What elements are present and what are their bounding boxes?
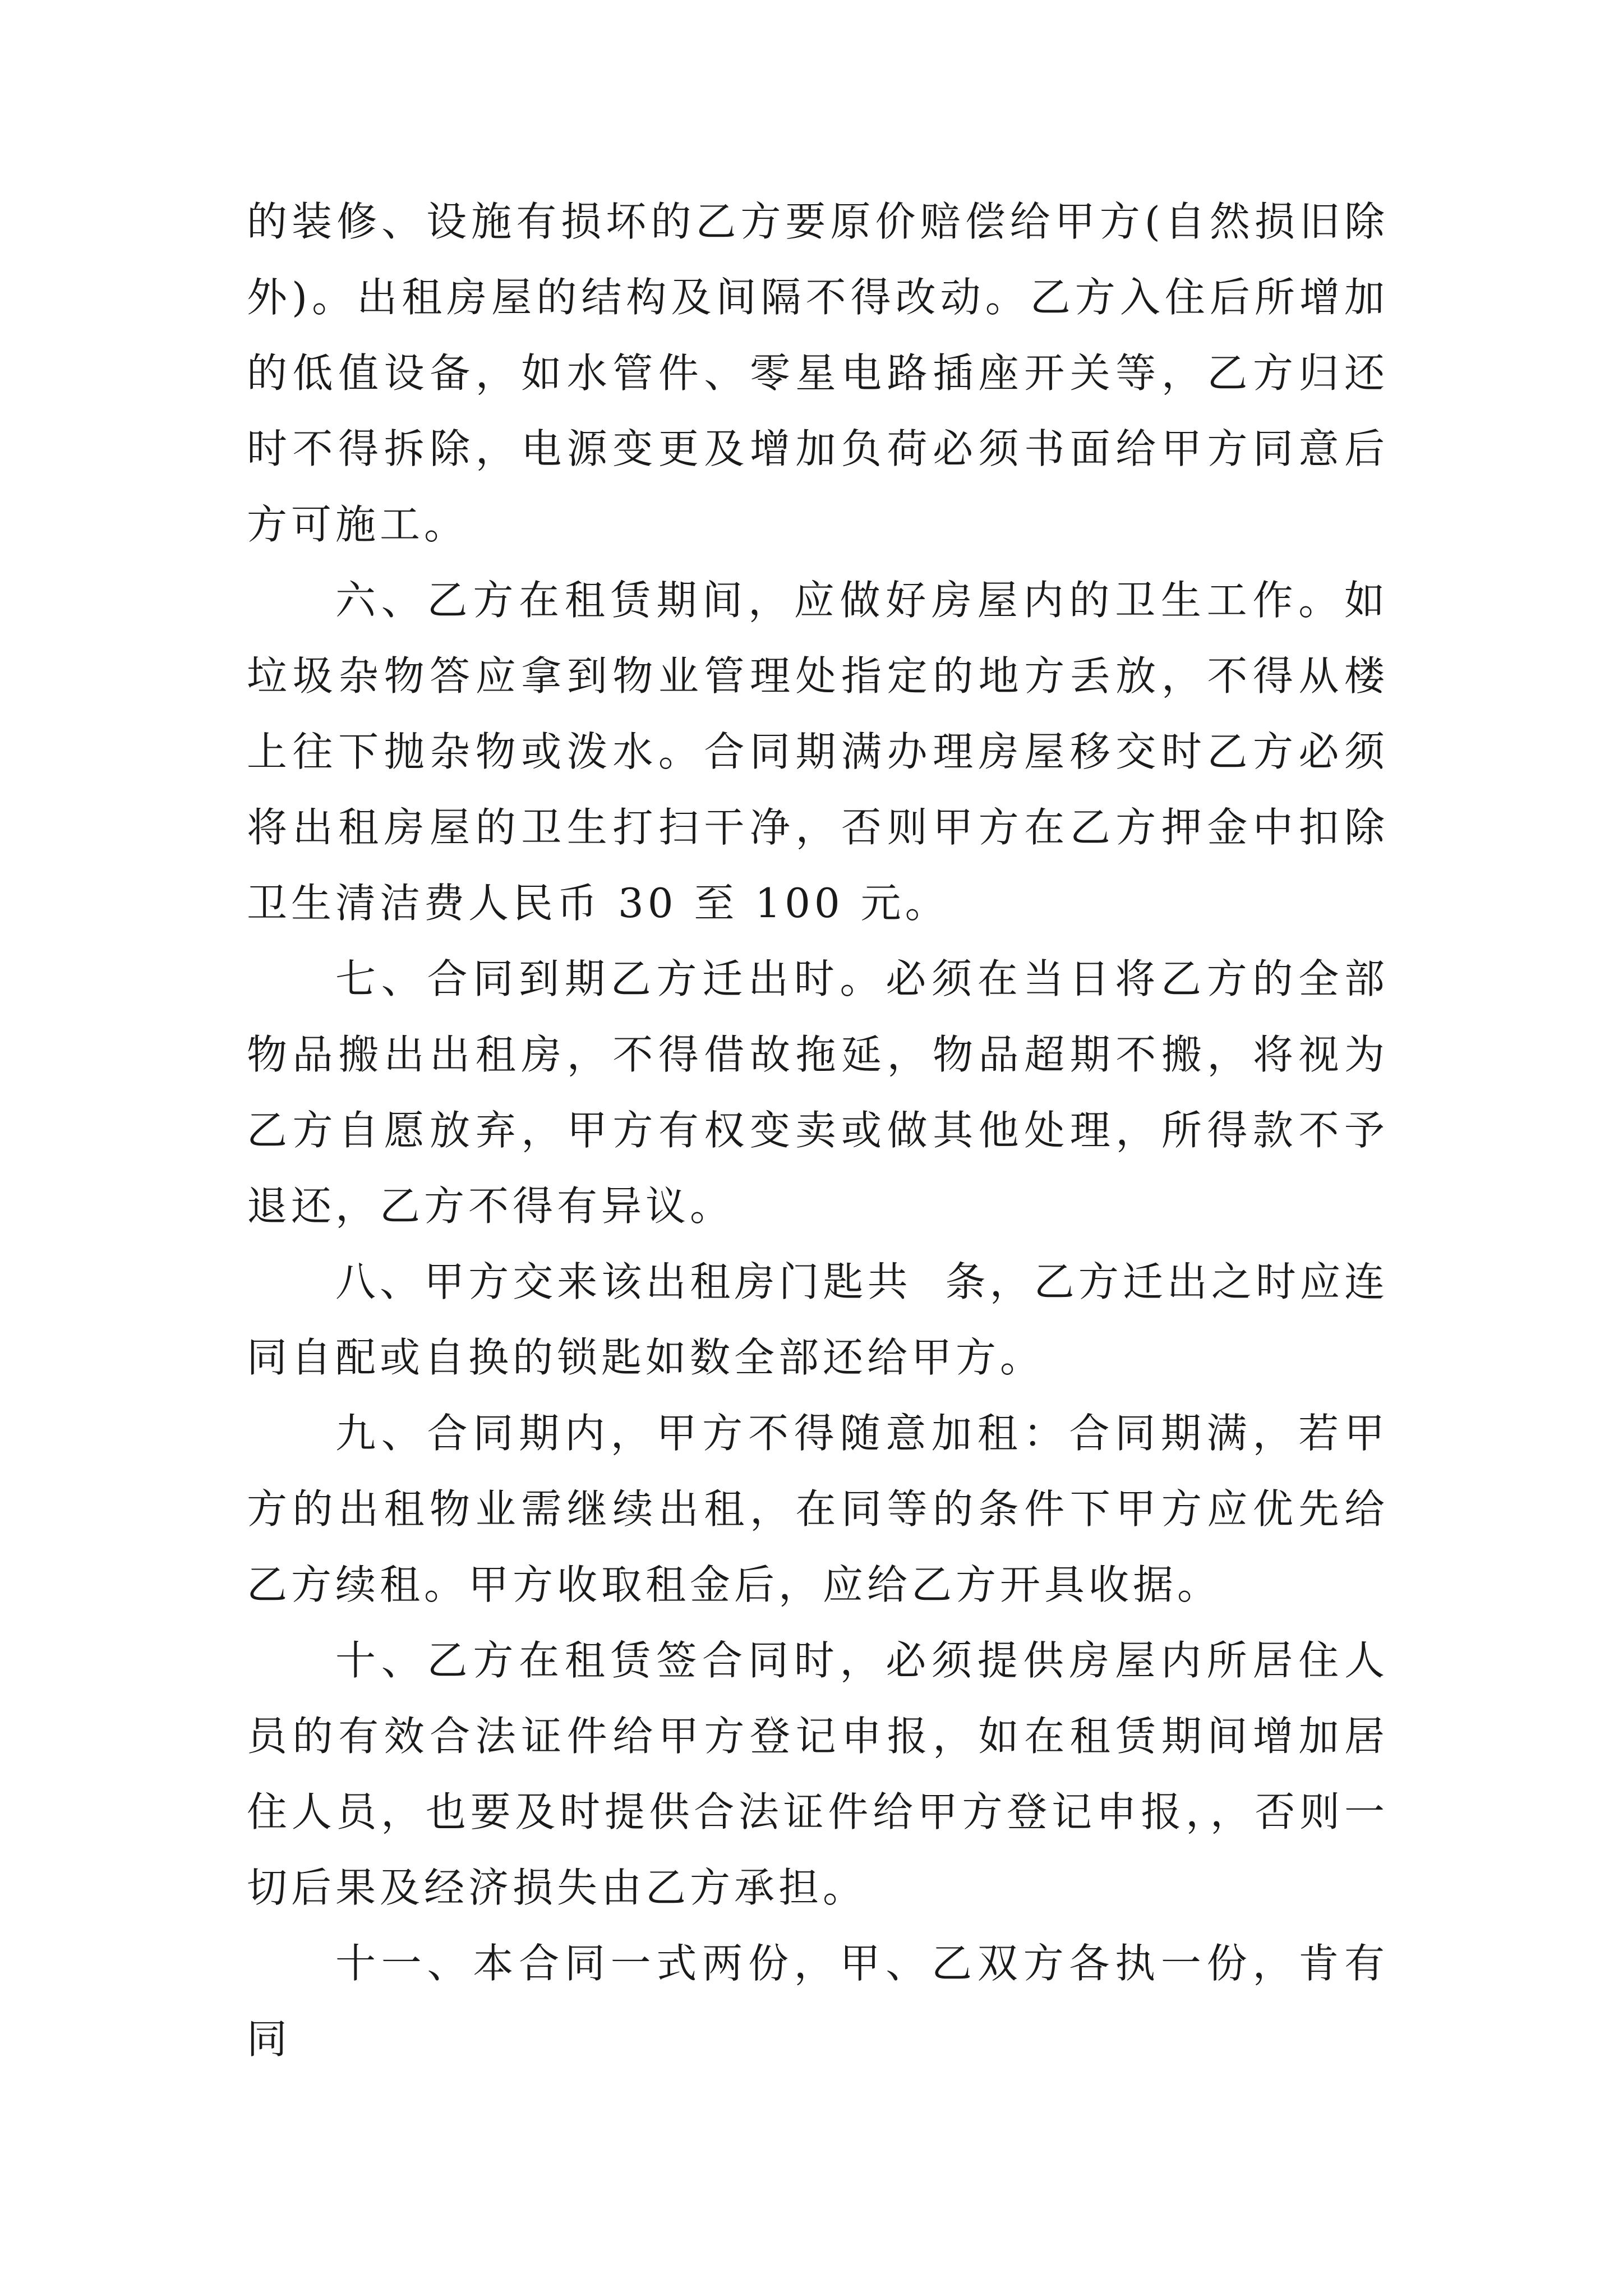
paragraph-7: 七、合同到期乙方迁出时。必须在当日将乙方的全部物品搬出出租房，不得借故拖延，物品超期不搬，将视为乙方自愿放弃，甲方有权变卖或做其他处理，所得款不予退还，乙方不得有异议。 <box>247 955 1389 1230</box>
paragraph-8: 八、甲方交来该出租房门匙共 条，乙方迁出之时应连同自配或自换的锁匙如数全部还给甲方。 <box>247 1258 1389 1381</box>
paragraph-11: 十一、本合同一式两份，甲、乙双方各执一份，肯有同 <box>247 1940 1389 2063</box>
paragraph-5-continued: 的装修、设施有损坏的乙方要原价赔偿给甲方(自然损旧除外)。出租房屋的结构及间隔不得改动。乙方入住后所增加的低值设备，如水管件、零星电路插座开关等，乙方归还时不得拆除，电源变更及增加负荷必须书面给甲方同意后方可施工。 <box>247 198 1389 548</box>
contract-body <box>247 184 1389 2077</box>
paragraph-10: 十、乙方在租赁签合同时，必须提供房屋内所居住人员的有效合法证件给甲方登记申报，如在租赁期间增加居住人员，也要及时提供合法证件给甲方登记申报，，否则一切后果及经济损失由乙方承担。 <box>247 1637 1389 1911</box>
paragraph-6: 六、乙方在租赁期间，应做好房屋内的卫生工作。如垃圾杂物答应拿到物业管理处指定的地方丢放，不得从楼上往下抛杂物或泼水。合同期满办理房屋移交时乙方必须将出租房屋的卫生打扫干净，否则甲方在乙方押金中扣除卫生清洁费人民币 30 至 100 元。 <box>247 577 1389 927</box>
paragraph-9: 九、合同期内，甲方不得随意加租：合同期满，若甲方的出租物业需继续出租，在同等的条件下甲方应优先给乙方续租。甲方收取租金后，应给乙方开具收据。 <box>247 1410 1389 1608</box>
